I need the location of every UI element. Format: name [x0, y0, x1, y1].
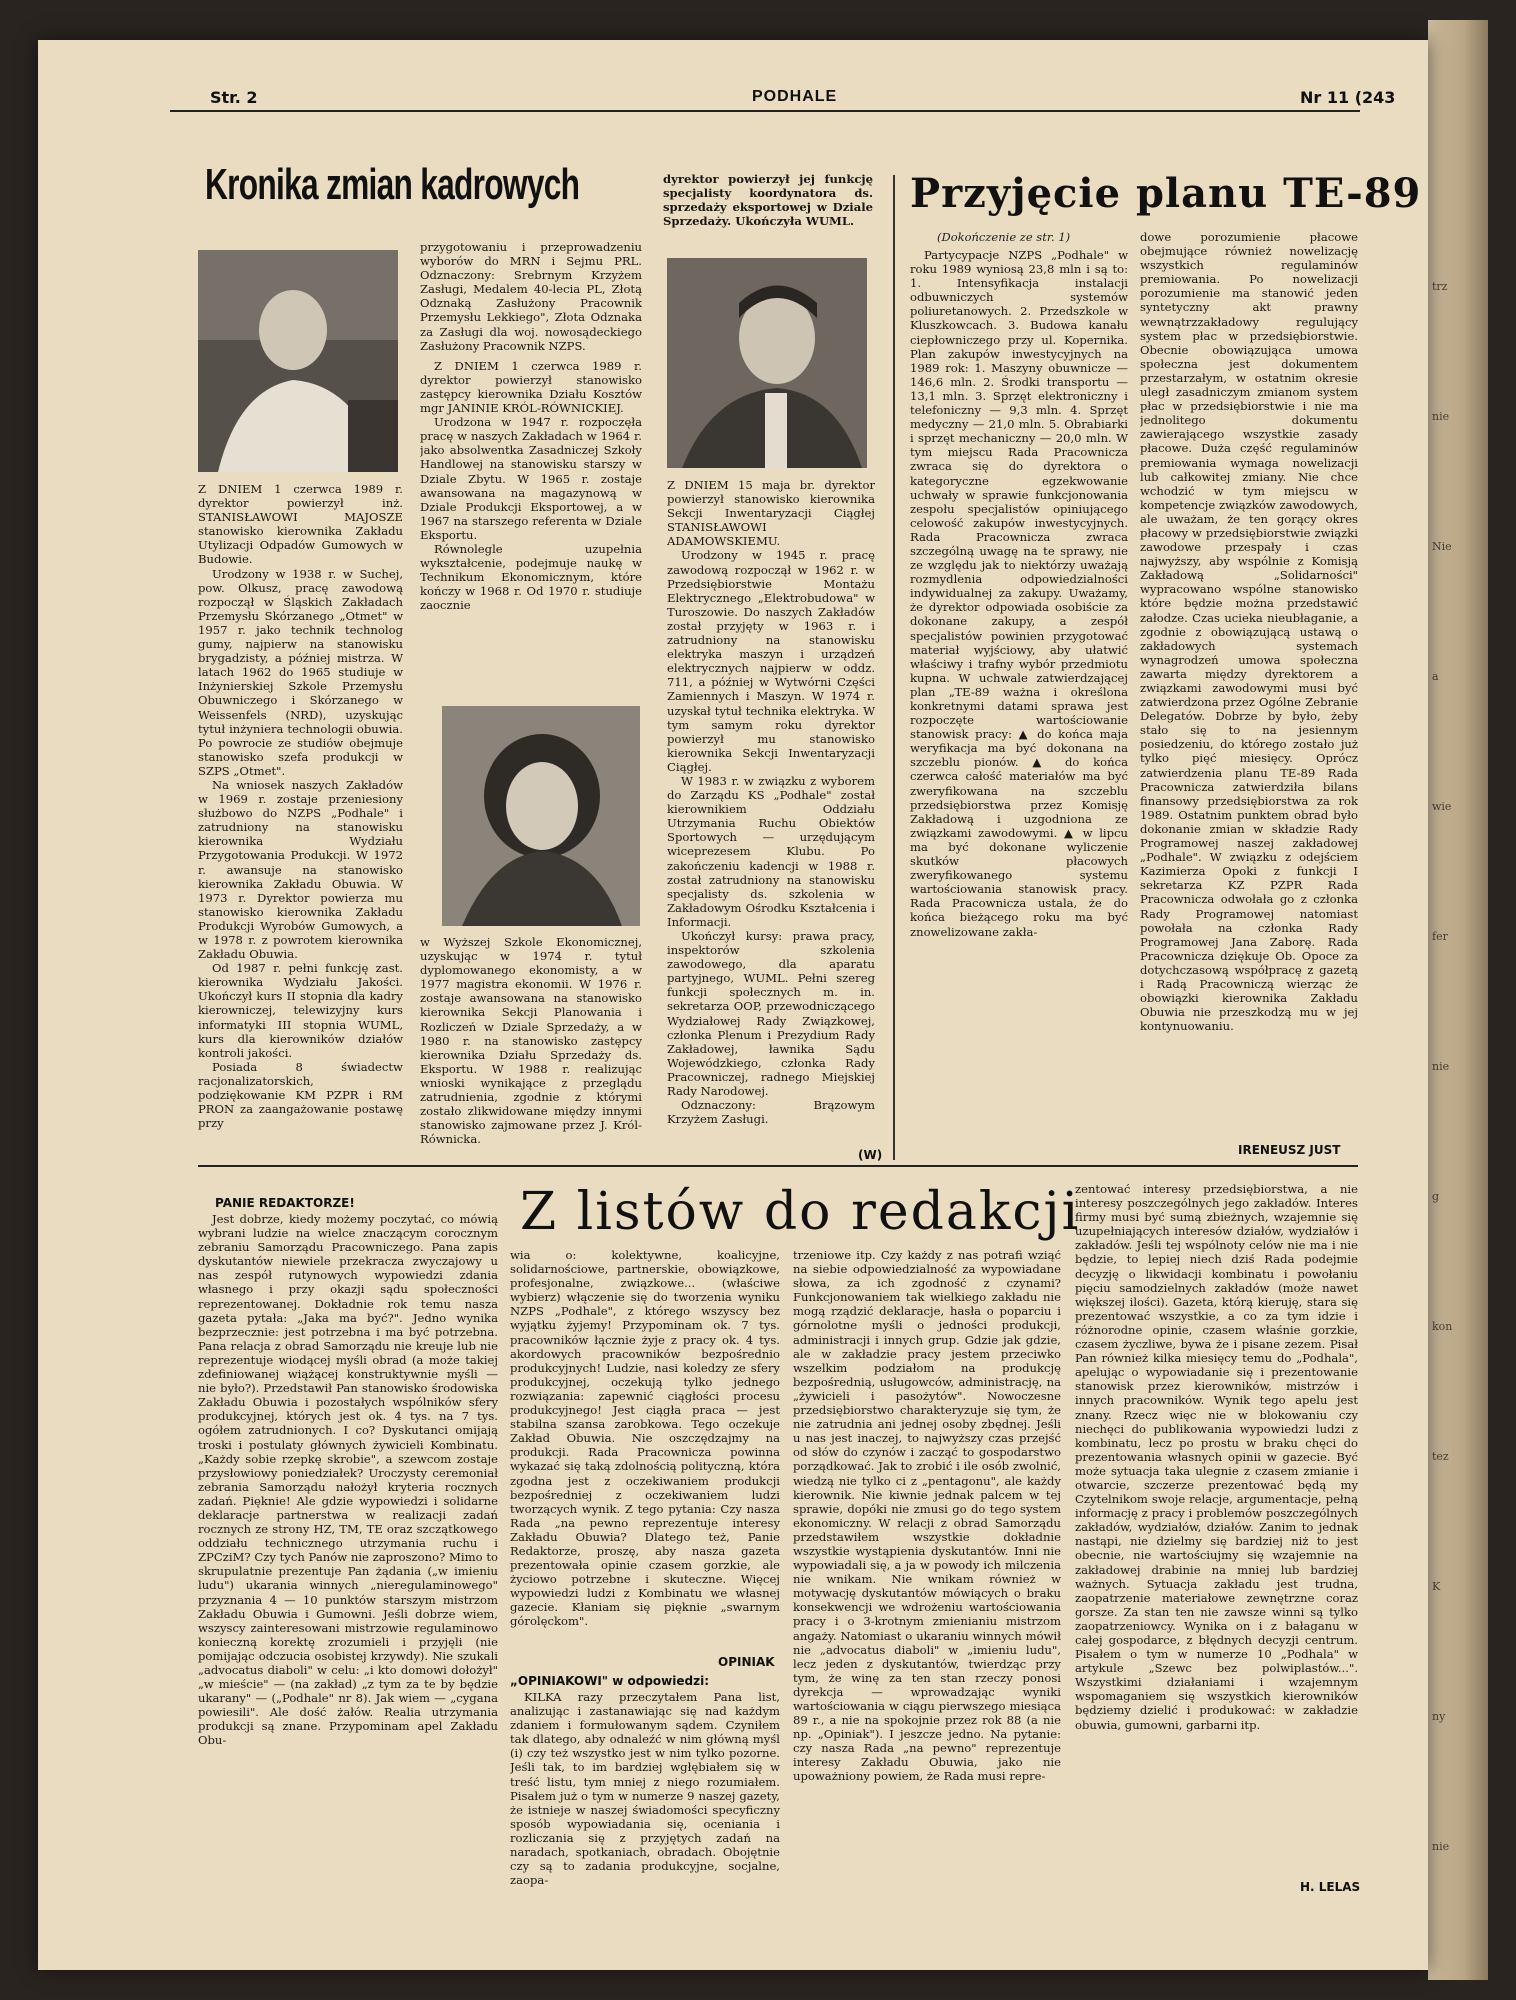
edge-text-fragment: Nie: [1432, 540, 1452, 553]
section-rule: [198, 1165, 1358, 1167]
kronika-col1-p3: Na wniosek naszych Zakładów w 1969 r. zostaje przeniesiony służbowo do NZPS „Podhale" i zatrudniony na stanowisku kierownika Wydziału Przygotowania Produkcji. W 1972 r. awansuje na stanowisko kierownika Zakładu Obuwia. W 1973 r. Dyrektor powierza mu stanowisko kierownika Zakładu Produkcji Wyrobów Gumowych, a w 1978 r. z powrotem kierownika Zakładu Obuwia.: [198, 777, 403, 962]
edge-text-fragment: trz: [1432, 280, 1448, 293]
plan-col2-text: dowe porozumienie płacowe obejmujące również nowelizację wszystkich regulaminów premiowania. Po nowelizacji porozumienie ma stanowić jeden syntetyczny akt prawny wewnątrzzakładowy regulujący system płac w przedsiębiorstwie. Obecnie obowiązująca umowa społeczna jest dokumentem przestarzałym, w ostatnim okresie uległ zasadniczym zmianom system płac w przedsiębiorstwie i nie ma jednolitego dokumentu zawierającego wszystkie zasady płacowe. Duża część regulaminów premiowania wymaga nowelizacji lub całkowitej zmiany. Nie chce wchodzić w tym miejscu w kompetencje związków zawodowych, ale uważam, że ten gorący okres płacowy w przedsiębiorstwie związki zawodowe przespały i czas najwyższy, aby wspólnie z Komisją Zakładową „Solidarności" wypracowano wspólne stanowisko które będzie można przedstawić załodze. Czas ucieka nieubłaganie, a zgodnie z obowiązującą ustawą o zakładowych systemach wynagrodzeń umowa społeczna zawarta między dyrektorem a związkami zawodowymi musi być zatwierdzona przez Ogólne Zebranie Delegatów. Dobrze by było, żeby stało się to na jesiennym posiedzeniu, do którego zostało już tylko pięć miesięcy. Oprócz zatwierdzenia planu TE-89 Rada Pracownicza zatwierdziła bilans finansowy przedsiębiorstwa za rok 1989. Ostatnim punktem obrad było dokonanie zmian w składzie Rady Programowej naszej zakładowej „Podhale". W związku z odejściem Kazimierza Opoki z funkcji I sekretarza KZ PZPR Rada Pracownicza odwołała go z członka Rady Programowej natomiast powołała na członka Rady Programowej Jana Zaborę. Rada Pracownicza dziękuje Ob. Opoce za dotychczasową współpracę z gazetą i Radą Pracowniczą wierząc że obowiązki kierownika Zakładu Obuwia nie przeszkodzą mu w jej kontynuowaniu.: [1140, 230, 1358, 1034]
kronika-col1-p1: Z DNIEM 1 czerwca 1989 r. dyrektor powierzył inż. STANISŁAWOWI MAJOSZE stanowisko kierownika Zakładu Utylizacji Odpadów Gumowych w Budowie.: [198, 482, 403, 567]
edge-text-fragment: kon: [1432, 1320, 1453, 1333]
listy-column-3: [793, 1248, 1061, 1893]
header-rule: [170, 110, 1360, 112]
listy-col2b-text: KILKA razy przeczytałem Pana list, analizując i zastanawiając się nad każdym zdaniem i formułowanym sądem. Czyniłem tak dlatego, aby odnaleźć w nim główną myśl (i) czy też wszystko jest w nim tylko pozorne. Jeśli tak, to im bardziej wgłębiałem się w treść listu, tym mniej z niego rozumiałem. Pisałem już o tym w numerze 9 naszej gazety, że istnieje w naszej świadomości specyficzny sposób wypowiadania się, oceniania i rozliczania się z przyjętych zadań na naradach, spotkaniach, obradach. Obojętnie czy są to zadania produkcyjne, socjalne, zaopa-: [510, 1690, 780, 1888]
edge-text-fragment: tez: [1432, 1450, 1449, 1463]
kronika-signature: (W): [858, 1148, 883, 1162]
kronika-col2b-text: w Wyższej Szkole Ekonomicznej, uzyskując w 1974 r. tytuł dyplomowanego ekonomisty, a w 1977 magistra ekonomii. W 1976 r. zostaje awansowana na stanowisko kierownika Sekcji Planowania i Rozliczeń w Dziale Sprzedaży, a w 1980 r. na stanowisko zastępcy kierownika Działu Sprzedaży ds. Eksportu. W 1988 r. realizując wnioski wynikające z przeglądu zatrudnienia, zgodnie z którymi zostało zlikwidowane między innymi stanowisko zajmowane przez J. Król-Równicka.: [420, 935, 642, 1147]
kronika-column-1: [198, 482, 403, 1147]
edge-text-fragment: fer: [1432, 930, 1448, 943]
kronika-column-2b: [420, 935, 642, 1150]
column-divider: [893, 175, 895, 1160]
listy-heading: PANIE REDAKTORZE!: [215, 1196, 355, 1210]
kronika-col1-p5: Posiada 8 świadectw racjonalizatorskich, podziękowanie KM PZPR i RM PRON za zaangażowanie postawę przy: [198, 1059, 403, 1131]
listy-reply-heading: „OPINIAKOWI" w odpowiedzi:: [510, 1674, 709, 1688]
portrait-icon: [442, 706, 640, 926]
kronika-column-3: [667, 478, 875, 1148]
adjacent-page-edge: [1428, 20, 1488, 1980]
kronika-col3-p5: Odznaczony: Brązowym Krzyżem Zasługi.: [667, 1098, 875, 1127]
plan-continuation: (Dokończenie ze str. 1): [937, 230, 1071, 244]
plan-column-1: [910, 248, 1128, 1153]
kronika-col3-p1: Z DNIEM 15 maja br. dyrektor powierzył stanowisko kierownika Sekcji Inwentaryzacji Ciągłej STANISŁAWOWI ADAMOWSKIEMU.: [667, 478, 875, 549]
photo-krol-rownicka: [442, 706, 640, 926]
kronika-col2-p1: przygotowaniu i przeprowadzeniu wyborów do MRN i Sejmu PRL. Odznaczony: Srebrnym Krzyżem Zasługi, Medalem 40-lecia PL, Złotą Odznaką Zasłużony Pracownik Przemysłu Lekkiego", Złota Odznaka za Zasługi dla woj. nowosądeckiego Zasłużony Pracownik NZPS.: [420, 240, 642, 353]
plan-signature: IRENEUSZ JUST: [1238, 1143, 1341, 1157]
kronika-col1-p4: Od 1987 r. pełni funkcję zast. kierownika Wydziału Jakości. Ukończył kurs II stopnia dla kadry kierowniczej, telewizyjny kurs informatyki III stopnia WUML, kurs dla kierowników działów kontroli jakości.: [198, 961, 403, 1060]
portrait-icon: [198, 250, 398, 472]
listy-col4-text: zentować interesy przedsiębiorstwa, a nie interesy poszczególnych jego zakładów. Interes firmy musi być sumą zbieżnych, wzajemnie się uzupełniających interesów działów, wydziałów i zakładów. Jeśli tej wspólnoty celów nie ma i nie będzie, to lepiej niech dziś Rada podejmie decyzję o likwidacji kombinatu i powołaniu pięciu samodzielnych zakładów (może nawet większej ilości). Gazeta, którą kieruję, stara się prezentować wszystkie, a co za tym idzie i różnorodne opinie, czasem właśnie gorzkie, czasem życzliwe, bywa że i pisane zezem. Pisał Pan również kilka miesięcy temu do „Podhala", apelując o wypowiadanie się i prezentowanie stanowisk przez kierowników, mistrzów i innych pracowników. Wynik tego apelu jest znany. Rzecz więc nie w blokowaniu czy niechęci do publikowania wypowiedzi ludzi z kombinatu, lecz po prostu w braku chęci do prezentowania własnych opinii w gazecie. Być może sytuacja taka ulegnie z czasem zmianie i otwarcie, szczerze prezentować będą my Czytelnikom swoje relacje, argumentacje, pełną informację z pracy i problemów poszczególnych zakładów, wydziałów, działów. Zanim to jednak nastąpi, nie dzielmy się bardziej niż to jest obecnie, nie wartościujmy się wzajemnie na zakładowej drabinie na mniej lub bardziej ważnych. Sytuacja zakładu jest trudna, zaopatrzenie materiałowe zewnętrzne coraz gorsze. Za stan ten nie zawsze winni są tylko zaopatrzeniowcy. Wynika on i z bałaganu w całej gospodarce, z błędnych decyzji centrum. Pisałem o tym w numerze 10 „Podhala" w artykule „Szewc bez polwiplastów...". Wszystkimi działaniami i wzajemnym wspomaganiem się wszystkich kierowników będziemy dzielić i produkować: w zakładzie obuwia, gumowni, garbarni itp.: [1075, 1182, 1358, 1732]
kronika-col1-p2: Urodzony w 1938 r. w Suchej, pow. Olkusz, pracę zawodową rozpoczął w Śląskich Zakładach Przemysłu Skórzanego „Otmet" w 1957 r. jako technik technolog gumy, najpierw na stanowisku brygadzisty, a później mistrza. W latach 1962 do 1965 studiuje w Inżynierskiej Szkole Przemysłu Obuwniczego i Skórzanego w Weissenfels (NRD), uzyskując tytuł inżyniera technologii obuwia. Po powrocie ze studiów obejmuje stanowisko szefa produkcji w SZPS „Otmet".: [198, 566, 403, 778]
edge-text-fragment: nie: [1432, 1840, 1450, 1853]
plan-title: Przyjęcie planu TE-89: [910, 170, 1422, 217]
photo-majosz: [198, 250, 398, 472]
listy-column-1: [198, 1212, 498, 1892]
kronika-col3a-text: dyrektor powierzył jej funkcję specjalisty koordynatora ds. sprzedaży eksportowej w Dziale Sprzedaży. Ukończyła WUML.: [663, 172, 873, 229]
kronika-col2-p4: Równolegle uzupełnia wykształcenie, podejmuje naukę w Technikum Ekonomicznym, które kończy w 1968 r. Od 1970 r. studiuje zaocznie: [420, 541, 642, 613]
listy-title: Z listów do redakcji: [520, 1182, 1081, 1242]
kronika-col2-p2: Z DNIEM 1 czerwca 1989 r. dyrektor powierzył stanowisko zastępcy kierownika Działu Kosztów mgr JANINIE KRÓL-RÓWNICKIEJ.: [420, 358, 642, 416]
edge-text-fragment: ny: [1432, 1710, 1446, 1723]
listy-column-4: [1075, 1182, 1358, 1877]
kronika-col3-p4: Ukończył kursy: prawa pracy, inspektorów szkolenia zawodowego, dla aparatu partyjnego, WUML. Pełni szereg funkcji społecznych m. in. sekretarza OOP, przewodniczącego Wydziałowej Rady Związkowej, członka Plenum i Prezydium Rady Zakładowej, ławnika Sądu Wojewódzkiego, członka Rady Pracowniczej, radnego Miejskiej Rady Narodowej.: [667, 929, 875, 1099]
listy-col2-text: wia o: kolektywne, koalicyjne, solidarnościowe, partnerskie, obowiązkowe, profesjonalne, związkowe... (właściwe wybierz) włączenie się do tworzenia wyniku NZPS „Podhale", z którego wszyscy bez wyjątku żyjemy! Przypominam ok. 7 tys. pracowników łącznie żyje z pracy ok. 4 tys. akordowych pracowników bezpośrednio produkcyjnych! Ludzie, nasi koledzy ze sfery produkcyjnej, oczekują tylko jednego rozwiązania: zapewnić ciągłości procesu produkcyjnego! Jest ciągła praca — jest stabilna szansa zarobkowa. Tego oczekuje Zakład Obuwia. Nie oszczędzajmy na produkcji. Rada Pracownicza powinna wykazać się taką zdolnością polityczną, która zgodna jest z oczekiwaniem produkcji bezpośredniej z oczekiwaniem ludzi tworzących wynik. Z tego pytania: Czy nasza Rada „na pewno reprezentuje interesy Zakładu Obuwia? Dlatego też, Panie Redaktorze, proszę, aby nasza gazeta prezentowała opinie czasem gorzkie, ale życiowo potrzebne i skuteczne. Więcej wypowiedzi ludzi z Kombinatu we własnej gazecie. Kłaniam się pięknie „swarnym górolęckom".: [510, 1248, 780, 1629]
listy-col1-text: Jest dobrze, kiedy możemy poczytać, co mówią wybrani ludzie na wielce znaczącym corocznym zebraniu Samorządu Pracowniczego. Pana zapis dyskutantów niewiele przekracza zwyczajowy u nas zespół rutynowych wypowiedzi zdania własnego i przy okazji sądu społeczności reprezentowanej. Dokładnie rok temu nasza gazeta pytała: „Jaka ma być?". Jedno wynika bezprzecznie: jest potrzebna i ma być potrzebna. Pana relacja z obrad Samorządu nie kreuje lub nie reprezentuje wiodącej myśli obrad (a może takiej zdefiniowanej wiążącej konstruktywnie myśli — nie było?). Przedstawił Pan stanowisko środowiska Zakładu Obuwia i pozostałych wspólników sfery produkcyjnej, których jest ok. 4 tys. na 7 tys. ogółem zatrudnionych. I co? Dyskutanci omijają troski i postulaty głównych żywicieli Kombinatu. „Każdy sobie rzepkę skrobie", a szewcom zostaje przysłowiowy poniedziałek? Uroczysty ceremoniał zebrania Samorządu nałożył kryteria rocznych zadań. Pięknie! Ale gdzie wypowiedzi i solidarne deklaracje partnerstwa w realizacji zadań rocznych ze strony HZ, TM, TE oraz szczątkowego oddziału technicznego utrzymania ruchu i ZPCziM? Czy tych Panów nie zaproszono? Mimo to skrupulatnie prezentuje Pan żądania („w imieniu ludu") ukarania winnych „nieregulaminowego" przyznania 4 — 10 punktów starszym mistrzom Zakładu Obuwia i Gumowni. Jeśli dobrze wiem, wszyscy zainteresowani mistrzowie regulaminowo konieczną korektę zrozumieli i przyjęli (nie pomijając odczucia osobistej krzywdy). Nie szukali „advocatus diaboli" w celu: „i kto domowi dołożył" „w mieście" — (na zakład) „z tym za te by będzie ukarany" — („Podhale" nr 8). Jak wiem — „cygana powiesili". Ale dość żałów. Realia utrzymania produkcji są znane. Przypominam apel Zakładu Obu-: [198, 1212, 498, 1748]
photo-adamowski: [667, 258, 867, 468]
edge-text-fragment: a: [1432, 670, 1439, 683]
portrait-icon: [667, 258, 867, 468]
edge-text-fragment: g: [1432, 1190, 1440, 1203]
edge-text-fragment: nie: [1432, 410, 1450, 423]
listy-signature-lelas: H. LELAS: [1300, 1880, 1361, 1894]
edge-text-fragment: K: [1432, 1580, 1441, 1593]
listy-column-2: [510, 1248, 780, 1653]
kronika-col3-p2: Urodzony w 1945 r. pracę zawodową rozpoczął w 1962 r. w Przedsiębiorstwie Montażu Elektrycznego „Elektrobudowa" w Turoszowie. Do naszych Zakładów został przyjęty w 1963 r. i zatrudniony na stanowisku elektryka maszyn i urządzeń elektrycznych najpierw w oddz. 711, a później w Wytwórni Części Zamiennych i Maszyn. W 1974 r. uzyskał tytuł technika elektryka. W tym samym roku dyrektor powierzył mu stanowisko kierownika Sekcji Inwentaryzacji Ciągłej.: [667, 548, 875, 774]
kronika-title: Kronika zmian kadrowych: [205, 160, 580, 209]
edge-text-fragment: nie: [1432, 1060, 1450, 1073]
kronika-column-2: [420, 240, 642, 690]
listy-column-2b: [510, 1690, 780, 1890]
plan-column-2: [1140, 230, 1358, 1140]
listy-col3-text: trzeniowe itp. Czy każdy z nas potrafi wziąć na siebie odpowiedzialność za wypowiadane słowa, za ich zgodność z czynami? Funkcjonowaniem tak wielkiego zakładu nie mogą rządzić deklaracje, hasła o poparciu i górnolotne myśli o jedności produkcji, administracji i innych grup. Gdzie jak gdzie, ale w zakładzie pracy jestem przeciwko wszelkim podziałom na produkcję bezpośrednią, usługowców, administrację, na „żywicieli i pasożytów". Nowoczesne przedsiębiorstwo charakteryzuje się tym, że nie zatrudnia ani jednej osoby zbędnej. Jeśli u nas jest inaczej, to najwyższy czas przejść od słów do czynów i zacząć to gospodarstwo porządkować. Jak to zrobić i ile osób zwolnić, wiedzą nie tylko ci z „pentagonu", ale każdy kierownik. Nie kiwnie jednak palcem w tej sprawie, dopóki nie zmusi go do tego system ekonomiczny. W relacji z obrad Samorządu przedstawiłem wszystkie dokładnie wszystkie wystąpienia dyskutantów. Inni nie wypowiadali się, a ja w powody ich milczenia nie wnikam. Nie wnikam również w motywację dyskutantów mówiących o braku konsekwencji we wdrożeniu wartościowania pracy i o 3-krotnym zmienianiu mistrzom angaży. Natomiast o ukaraniu winnych mówił nie „advocatus diaboli" w „imieniu ludu", lecz jeden z dyskutantów, twierdząc przy tym, że winę za ten stan rzeczy ponosi dyrekcja — wprowadzając wyniki wartościowania w ciągu pierwszego miesiąca 89 r., a nie na spokojnie przez rok 88 (a nie np. „Opiniak"). I jeszcze jedno. Na pytanie: czy nasza Rada „na pewno" reprezentuje interesy Zakładu Obuwia, jako nie upoważniony powiem, że Rada musi repre-: [793, 1248, 1061, 1784]
edge-text-fragment: wie: [1432, 800, 1452, 813]
masthead: PODHALE: [752, 88, 838, 105]
kronika-col2-p3: Urodzona w 1947 r. rozpoczęła pracę w naszych Zakładach w 1964 r. jako absolwentka Zasadniczej Szkoły Handlowej na stanowisku starszy w Dziale Zbytu. W 1965 r. zostaje awansowana na magazynową w Dziale Produkcji Eksportowej, a w 1967 na starszego referenta w Dziale Eksportu.: [420, 415, 642, 542]
plan-col1-text: Partycypacje NZPS „Podhale" w roku 1989 wyniosą 23,8 mln i są to: 1. Intensyfikacja instalacji odbuwniczych systemów poliuretanowych. 2. Przedszkole w Kluszkowcach. 3. Budowa kanału ciepłowniczego przy ul. Kopernika. Plan zakupów inwestycyjnych na 1989 rok: 1. Maszyny obuwnicze — 146,6 mln. 2. Środki transportu — 13,1 mln. 3. Sprzęt elektroniczny i telefoniczny — 9,3 mln. 4. Sprzęt medyczny — 21,0 mln. 5. Obrabiarki i sprzęt mechaniczny — 20,0 mln. W tym miejscu Rada Pracownicza zwraca się do dyrektora o kategoryczne egzekwowanie uchwały w sprawie funkcjonowania zespołu specjalistów opiniującego celowość zakupów inwestycyjnych. Rada Pracownicza zwraca szczególną uwagę na te sprawy, nie ze względu jak to niektórzy uważają rozmydlenia odpowiedzialności indywidualnej za zakupy. Uważamy, że dyrektor odpowiada osobiście za dokonane zakupy, a zespół specjalistów powinien przygotować materiał wyjściowy, aby ułatwić właściwy i trafny wybór przedmiotu kupna. W uchwale zatwierdzającej plan „TE-89 ważna i określona konkretnymi datami sprawa jest rozpoczęte wartościowanie stanowisk pracy: ▲ do końca maja weryfikacja ma być dokonana na szczeblu pionów. ▲ do końca czerwca całość materiałów ma być zweryfikowana na szczeblu przedsiębiorstwa przez Komisję Zakładową i uzgodniona ze związkami zawodowymi. ▲ w lipcu ma być dokonane wyliczenie skutków płacowych zweryfikowanego systemu wartościowania stanowisk pracy. Rada Pracownicza ustala, że do końca bieżącego roku ma być znowelizowane zakła-: [910, 248, 1128, 939]
issue-number: Nr 11 (243: [1300, 88, 1396, 107]
kronika-column-3a: [663, 172, 873, 242]
listy-signature-opiniak: OPINIAK: [718, 1655, 775, 1669]
kronika-col3-p3: W 1983 r. w związku z wyborem do Zarządu KS „Podhale" został kierownikiem Oddziału Utrzymania Ruchu Obiektów Sportowych — urzędującym wiceprezesem Klubu. Po zakończeniu kadencji w 1988 r. został zatrudniony na stanowisku specjalisty ds. szkolenia w Zakładowym Ośrodku Kształcenia i Informacji.: [667, 773, 875, 929]
page-number: Str. 2: [210, 88, 258, 107]
